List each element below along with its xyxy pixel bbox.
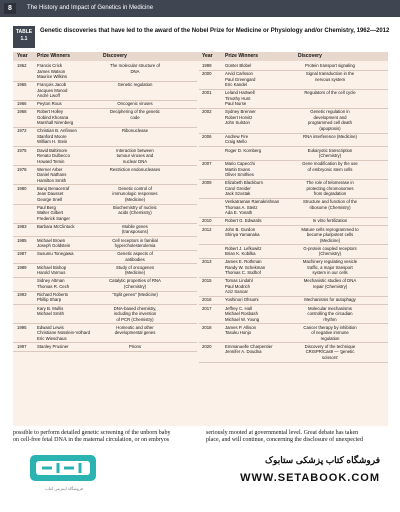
- table-cell-winners: Leland Hartwell Timothy Hunt Paul Nurse: [225, 90, 255, 107]
- table-cell-discovery: DNA-based chemistry, including the invention of PCR (Chemistry): [113, 305, 157, 322]
- table-cell-discovery: The role of telomerase in protecting chromosomes from degradation: [306, 180, 354, 197]
- table-cell-discovery: In vitro fertilization: [312, 218, 348, 224]
- table-caption: Genetic discoveries that have led to the award of the Nobel Prize for Medicine or Physiology and/or Chemistry, 1962—2012: [40, 28, 390, 34]
- table-cell-discovery: Discovery of the technique CRISPR/Cas9 — 'genetic scissors': [304, 343, 356, 360]
- table-cell-discovery: Ribonuclease: [121, 128, 149, 134]
- table-cell-discovery: Biochemistry of nucleic acids (Chemistry): [113, 204, 157, 216]
- body-text-right: seriously mooted at governmental level. Great debate has taken place, and will continue, concerning the disclosure of unexpected: [206, 430, 363, 443]
- table-cell-discovery: Machinery regulating vesicle traffic, a major transport system in our cells: [302, 259, 358, 276]
- table-cell-year: 2007: [202, 161, 212, 167]
- table-cell-discovery: Genetic regulation: [117, 82, 153, 88]
- table-cell-year: 2013: [202, 259, 212, 265]
- table-cell-winners: Elizabeth Blackburn Carol Greider Jack Szostak: [225, 180, 263, 197]
- table-cell-year: 2020: [202, 343, 212, 349]
- table-cell-discovery: Catalytic properties of RNA (Chemistry): [109, 278, 161, 289]
- col-header-winners-left: Prize Winners: [37, 53, 71, 59]
- table-cell-winners: Christian B. Anfinsen Stanford Moore William H. Stein: [37, 128, 77, 145]
- table-cell-winners: Peyton Rous: [37, 101, 62, 107]
- table-cell-year: 2002: [202, 109, 212, 115]
- table-cell-discovery: Cell receptors in familial hypercholesterolemia: [112, 237, 158, 248]
- watermark-url[interactable]: WWW.SETABOOK.COM: [240, 472, 380, 484]
- table-cell-winners: Edward Lewis Christiane Nüsslein-Volhard Eric Wieschaus: [37, 324, 91, 341]
- table-cell-winners: Richard Roberts Phillip Sharp: [37, 291, 69, 303]
- table-cell-winners: Yoshinori Ohsumi: [225, 297, 259, 303]
- table-cell-winners: John B. Gurdon Shinya Yamanaka: [225, 226, 260, 237]
- table-cell-year: 1968: [17, 109, 27, 115]
- col-header-winners-right: Prize Winners: [225, 53, 259, 59]
- table-cell-discovery: Gene modification by the use of embryonic stem cells: [302, 161, 358, 172]
- table-cell-year: 1989: [17, 264, 27, 270]
- table-cell-discovery: Regulators of the cell cycle: [304, 90, 356, 96]
- table-cell-discovery: Mature cells reprogrammed to become pluripotent cells (Medicine): [301, 226, 359, 243]
- table-heading: [13, 26, 388, 48]
- table-cell-winners: Werner Arber Daniel Nathans Hamilton Smith: [37, 166, 67, 183]
- page-number: 8: [4, 3, 16, 14]
- table-label-text: TABLE 1.1: [15, 29, 33, 42]
- watermark-title: فروشگاه کتاب پزشکی ستابوک: [265, 455, 380, 465]
- watermark-banner: [0, 445, 400, 512]
- table-cell-winners: Tomas Lindahl Paul Modrich Aziz Sancar: [225, 278, 253, 295]
- table-cell-year: 1993: [17, 291, 27, 297]
- table-cell-year: 1985: [17, 237, 27, 243]
- table-cell-discovery: Mechanisms for autophagy: [304, 297, 356, 303]
- table-cell-discovery: Molecular mechanisms controlling the circadian rhythm: [307, 305, 353, 322]
- table-cell-year: 1997: [17, 343, 27, 349]
- table-cell-winners: Roger D. Kornberg: [225, 147, 262, 153]
- table-cell-discovery: Oncogenic viruses: [117, 101, 153, 107]
- table-cell-year: 2006: [202, 133, 212, 139]
- col-header-year-right: Year: [202, 53, 213, 59]
- table-cell-discovery: Signal transduction in the nervous system: [305, 71, 355, 82]
- table-cell-year: 1995: [17, 324, 27, 330]
- table-cell-discovery: Eukaryotic transcription (Chemistry): [307, 147, 353, 158]
- table-cell-discovery: Interaction between tumour viruses and nuclear DNA: [116, 147, 154, 164]
- table-cell-winners: Paul Berg Walter Gilbert Frederick Sanger: [37, 204, 70, 221]
- table-cell-discovery: Structure and function of the ribosome (Chemistry): [303, 199, 357, 210]
- table-cell-winners: Michael Bishop Harold Varmus: [37, 264, 67, 276]
- table-cell-winners: David Baltimore Renato Dulbecco Howard Temin: [37, 147, 70, 164]
- table-cell-year: 1978: [17, 166, 27, 172]
- table-cell-year: 2000: [202, 71, 212, 77]
- table-cell-winners: Günter Blobel: [225, 63, 252, 68]
- table-cell-discovery: Mobile genes (transposons): [121, 223, 149, 235]
- table-cell-winners: Robert G. Edwards: [225, 218, 262, 224]
- table-cell-discovery: Genetic aspects of antibodies: [117, 251, 153, 262]
- table-cell-winners: Emmanuelle Charpentier Jennifer A. Doudna: [225, 343, 273, 355]
- logo-subtitle: فروشگاه اینترنتی کتاب: [45, 486, 83, 491]
- table-cell-winners: Andrew Fire Craig Mello: [225, 133, 249, 145]
- body-text-left: possible to perform detailed genetic screening of the unborn baby on cell-free fetal DNA in the maternal circulation, or on embryos: [13, 430, 171, 443]
- table-cell-year: 2012: [202, 226, 212, 232]
- table-row-divider: [13, 351, 197, 352]
- col-header-discovery-right: Discovery: [298, 53, 322, 59]
- table-cell-year: 2015: [202, 278, 212, 284]
- table-cell-discovery: Genetic regulation in development and programmed cell death (apoptosis): [308, 109, 352, 131]
- table-cell-year: 1999: [202, 63, 212, 68]
- table-cell-year: 2009: [202, 180, 212, 186]
- table-cell-winners: Stanley Prusiner: [37, 343, 69, 349]
- table-cell-winners: Mario Capecchi Martin Evans Oliver Smithies: [225, 161, 255, 178]
- table-cell-winners: Kary B. Mullis Michael Smith: [37, 305, 64, 316]
- table-cell-year: 1972: [17, 128, 27, 134]
- table-cell-winners: Susumu Tonegawa: [37, 251, 74, 257]
- table-cell-winners: Francis Crick James Watson Maurice Wilkins: [37, 63, 68, 79]
- table-cell-discovery: RNA interference (Medicine): [303, 133, 357, 139]
- table-cell-year: 1987: [17, 251, 27, 257]
- table-cell-winners: James P. Allison Tasuku Honjo: [225, 324, 256, 336]
- table-cell-discovery: Protein transport signaling: [305, 63, 355, 68]
- table-cell-year: 1965: [17, 82, 27, 88]
- table-cell-year: 1966: [17, 101, 27, 107]
- table-label: [13, 26, 35, 48]
- col-header-discovery-left: Discovery: [103, 53, 127, 59]
- table-cell-discovery: G-protein coupled receptors (Chemistry): [303, 245, 357, 257]
- table-row-divider: [199, 362, 388, 363]
- running-title: The History and Impact of Genetics in Medicine: [27, 5, 154, 11]
- table-cell-winners: Michael Brown Joseph Goldstein: [37, 237, 71, 248]
- table-cell-discovery: Genetic control of immunologic responses (Medicine): [112, 185, 158, 202]
- table-cell-discovery: Homeotic and other developmental genes: [114, 324, 156, 336]
- table-cell-year: 2010: [202, 218, 212, 224]
- table-cell-discovery: Restriction endonucleases: [109, 166, 161, 172]
- table-cell-winners: Baruj Benacerraf Jean Dausset George Snell: [37, 185, 70, 202]
- table-cell-discovery: The molecular structure of DNA: [110, 63, 160, 74]
- table-cell-year: 1975: [17, 147, 27, 153]
- page-header-bar: [0, 0, 400, 17]
- table-cell-winners: Arvid Carlsson Paul Greengard Eric Kandel: [225, 71, 256, 88]
- table-cell-discovery: Study of oncogenes (Medicine): [116, 264, 154, 276]
- setabook-logo: [30, 451, 96, 485]
- table-cell-year: 2017: [202, 305, 212, 311]
- table-cell-discovery: Prions: [128, 343, 142, 349]
- table-cell-year: 1962: [17, 63, 27, 68]
- table-cell-year: 1983: [17, 223, 27, 229]
- table-cell-year: 2018: [202, 324, 212, 330]
- table-cell-discovery: Mechanistic studies of DNA repair (Chemistry): [303, 278, 357, 289]
- table-cell-winners: Robert J. Lefkowitz Brian K. Kobilka: [225, 245, 262, 257]
- table-cell-winners: Venkatraman Ramakrishnan Thomas A. Steitz Ada E. Yonath: [225, 199, 280, 216]
- table-cell-year: 1980: [17, 185, 27, 191]
- table-cell-discovery: Cancer therapy by inhibition of negative immune regulation: [303, 324, 357, 341]
- table-cell-winners: Robert Holley Gobind Khorana Marshall Nirenberg: [37, 109, 74, 126]
- table-cell-winners: François Jacob Jacques Monod André Lwoff: [37, 82, 68, 99]
- table-cell-discovery: "Split genes" (Medicine): [112, 291, 158, 297]
- nobel-table: [13, 52, 388, 426]
- table-cell-winners: Sydney Brenner Robert Horvitz John Sulston: [225, 109, 256, 126]
- col-header-year-left: Year: [17, 53, 28, 59]
- table-cell-year: 2001: [202, 90, 212, 96]
- table-cell-winners: Sidney Altman Thomas R. Cech: [37, 278, 70, 289]
- table-cell-winners: James E. Rothman Randy W. Schekman Thomas C. Südhof: [225, 259, 266, 276]
- table-cell-discovery: Deciphering of the genetic code: [110, 109, 160, 120]
- table-cell-winners: Jeffrey C. Hall Michael Rosbash Michael W. Young: [225, 305, 260, 322]
- table-cell-winners: Barbara McClintock: [37, 223, 75, 229]
- table-cell-year: 2016: [202, 297, 212, 303]
